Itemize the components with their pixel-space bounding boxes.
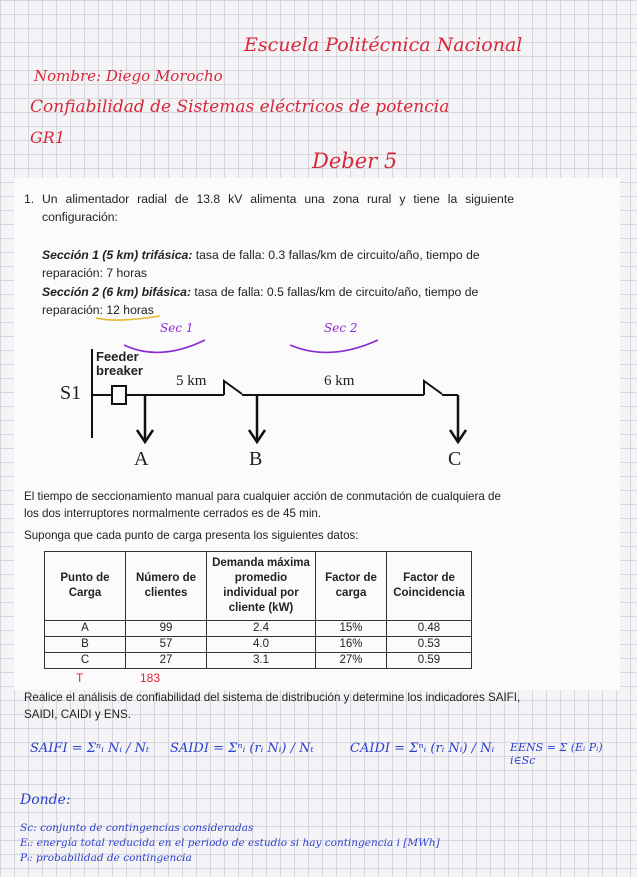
problem-intro: Un alimentador radial de 13.8 kV alimenta una zona rural y tiene la siguiente configuración:	[42, 192, 514, 224]
course-name: Confiabilidad de Sistemas eléctricos de potencia	[30, 97, 450, 117]
problem-number: 1.	[24, 192, 35, 206]
table-cell: 27%	[316, 653, 387, 669]
total-clients: 183	[140, 671, 161, 685]
section1-label: Sección 1 (5 km) trifásica:	[42, 248, 193, 262]
donde-title: Donde:	[20, 792, 71, 808]
donde-item: Sc: conjunto de contingencias consideradas	[20, 822, 254, 834]
col-header: Punto de Carga	[45, 552, 126, 621]
switch-1	[224, 381, 242, 395]
table-cell: 27	[126, 653, 207, 669]
load-point-table	[44, 551, 472, 669]
school-title: Escuela Politécnica Nacional	[244, 34, 523, 56]
section2-repair: reparación: 12 horas	[42, 303, 154, 317]
table-cell: 2.4	[207, 621, 316, 637]
table-row	[45, 637, 472, 653]
breaker-label	[96, 350, 143, 378]
length-2: 6 km	[324, 373, 355, 389]
formula-eens: EENS = Σ (Eᵢ Pᵢ) i∈Sc	[510, 741, 603, 767]
table-header-row	[45, 552, 472, 621]
breaker-label-line1: Feeder	[96, 349, 139, 364]
section1-repair: reparación: 7 horas	[42, 266, 148, 280]
section2-rate: tasa de falla: 0.5 fallas/km de circuito/año, tiempo de	[194, 285, 479, 299]
formula-saidi: SAIDI = Σⁿᵢ (rᵢ Nᵢ) / Nₜ	[170, 741, 314, 756]
switching-text: El tiempo de seccionamiento manual para cualquier acción de conmutación de cualquiera de los dos interruptores normalmente cerrados es de 45 min.	[24, 490, 501, 520]
table-cell: 16%	[316, 637, 387, 653]
assignment-title: Deber 5	[312, 149, 398, 173]
table-cell: 0.48	[387, 621, 472, 637]
breaker-symbol	[112, 386, 126, 404]
sec1-handwritten: Sec 1	[160, 321, 194, 335]
donde-item: Pᵢ: probabilidad de contingencia	[20, 852, 192, 864]
formula-caidi: CAIDI = Σⁿᵢ (rᵢ Nᵢ) / Nᵢ	[350, 741, 495, 756]
col-header: Factor de Coincidencia	[387, 552, 472, 621]
section2-label: Sección 2 (6 km) bifásica:	[42, 285, 192, 299]
highlight-underline	[96, 316, 160, 320]
switch-2	[424, 381, 442, 395]
suppose-text: Suponga que cada punto de carga presenta los siguientes datos:	[24, 529, 359, 542]
breaker-label-line2: breaker	[96, 363, 143, 378]
load-c-label: C	[448, 448, 462, 470]
table-row	[45, 621, 472, 637]
formula-saifi: SAIFI = Σⁿᵢ Nᵢ / Nₜ	[30, 741, 150, 756]
donde-item: Eᵢ: energía total reducida en el periodo de estudio si hay contingencia i [MWh]	[20, 837, 440, 849]
table-cell: 4.0	[207, 637, 316, 653]
table-cell: 99	[126, 621, 207, 637]
col-header: Factor de carga	[316, 552, 387, 621]
table-cell: C	[45, 653, 126, 669]
length-1: 5 km	[176, 373, 207, 389]
table-cell: B	[45, 637, 126, 653]
table-cell: 15%	[316, 621, 387, 637]
table-row	[45, 653, 472, 669]
table-cell: 57	[126, 637, 207, 653]
load-b-label: B	[249, 448, 263, 470]
sec2-handwritten: Sec 2	[324, 321, 358, 335]
total-label: T	[76, 671, 84, 685]
table-cell: 0.59	[387, 653, 472, 669]
table-cell: 3.1	[207, 653, 316, 669]
sec2-arc	[290, 340, 378, 352]
table-cell: 0.53	[387, 637, 472, 653]
load-a-label: A	[134, 448, 149, 470]
col-header: Demanda máxima promedio individual por cliente (kW)	[207, 552, 316, 621]
section1-rate: tasa de falla: 0.3 fallas/km de circuito/año, tiempo de	[195, 248, 480, 262]
task-text: Realice el análisis de confiabilidad del sistema de distribución y determine los indicadores SAIFI, SAIDI, CAIDI y ENS.	[24, 691, 521, 721]
group-label: GR1	[30, 128, 66, 147]
table-cell: A	[45, 621, 126, 637]
col-header: Número de clientes	[126, 552, 207, 621]
source-label: S1	[60, 382, 82, 404]
student-name: Nombre: Diego Morocho	[34, 67, 223, 85]
